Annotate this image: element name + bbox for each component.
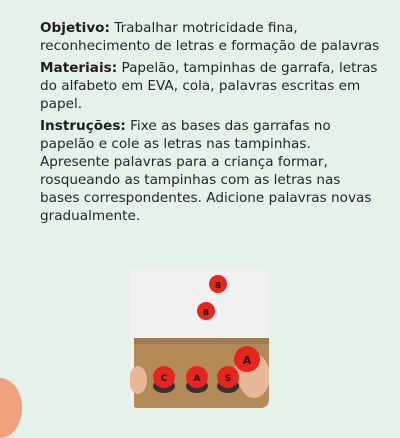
activity-description <box>40 19 380 229</box>
base-cap-1 <box>153 366 175 393</box>
loose-cap-top <box>209 275 227 293</box>
loose-cap-middle <box>197 302 215 320</box>
instrucoes-paragraph <box>40 117 380 225</box>
cap-letter: C <box>160 374 168 384</box>
materiais-paragraph <box>40 59 380 113</box>
cap-letter: B <box>214 281 222 290</box>
instrucoes-text: Fixe as bases das garrafas no papelão e cole as letras nas tampinhas. Apresente palavras para a criança formar, rosqueando as tampinhas com as letras nas bases correspondentes. Adicione palavras novas gradualmente. <box>40 118 372 224</box>
objetivo-text: Trabalhar motricidade fina, reconhecimento de letras e formação de palavras <box>40 20 380 54</box>
activity-photo <box>130 268 269 408</box>
base-cap-2 <box>186 366 208 393</box>
objetivo-label: Objetivo: <box>40 20 110 36</box>
base-cap-3 <box>217 366 239 393</box>
cap-letter: A <box>242 354 252 367</box>
materiais-label: Materiais: <box>40 60 118 76</box>
cardboard-edge <box>134 338 269 344</box>
instrucoes-label: Instruções: <box>40 118 126 134</box>
cap-letter: A <box>193 374 201 384</box>
cap-letter: S <box>224 374 232 384</box>
activity-photo-drawing <box>130 268 269 408</box>
cap-letter: B <box>202 308 210 317</box>
held-cap <box>234 346 260 372</box>
materiais-text: Papelão, tampinhas de garrafa, letras do alfabeto em EVA, cola, palavras escritas em papel. <box>40 60 378 112</box>
decorative-blob <box>0 378 22 438</box>
objetivo-paragraph <box>40 19 380 55</box>
